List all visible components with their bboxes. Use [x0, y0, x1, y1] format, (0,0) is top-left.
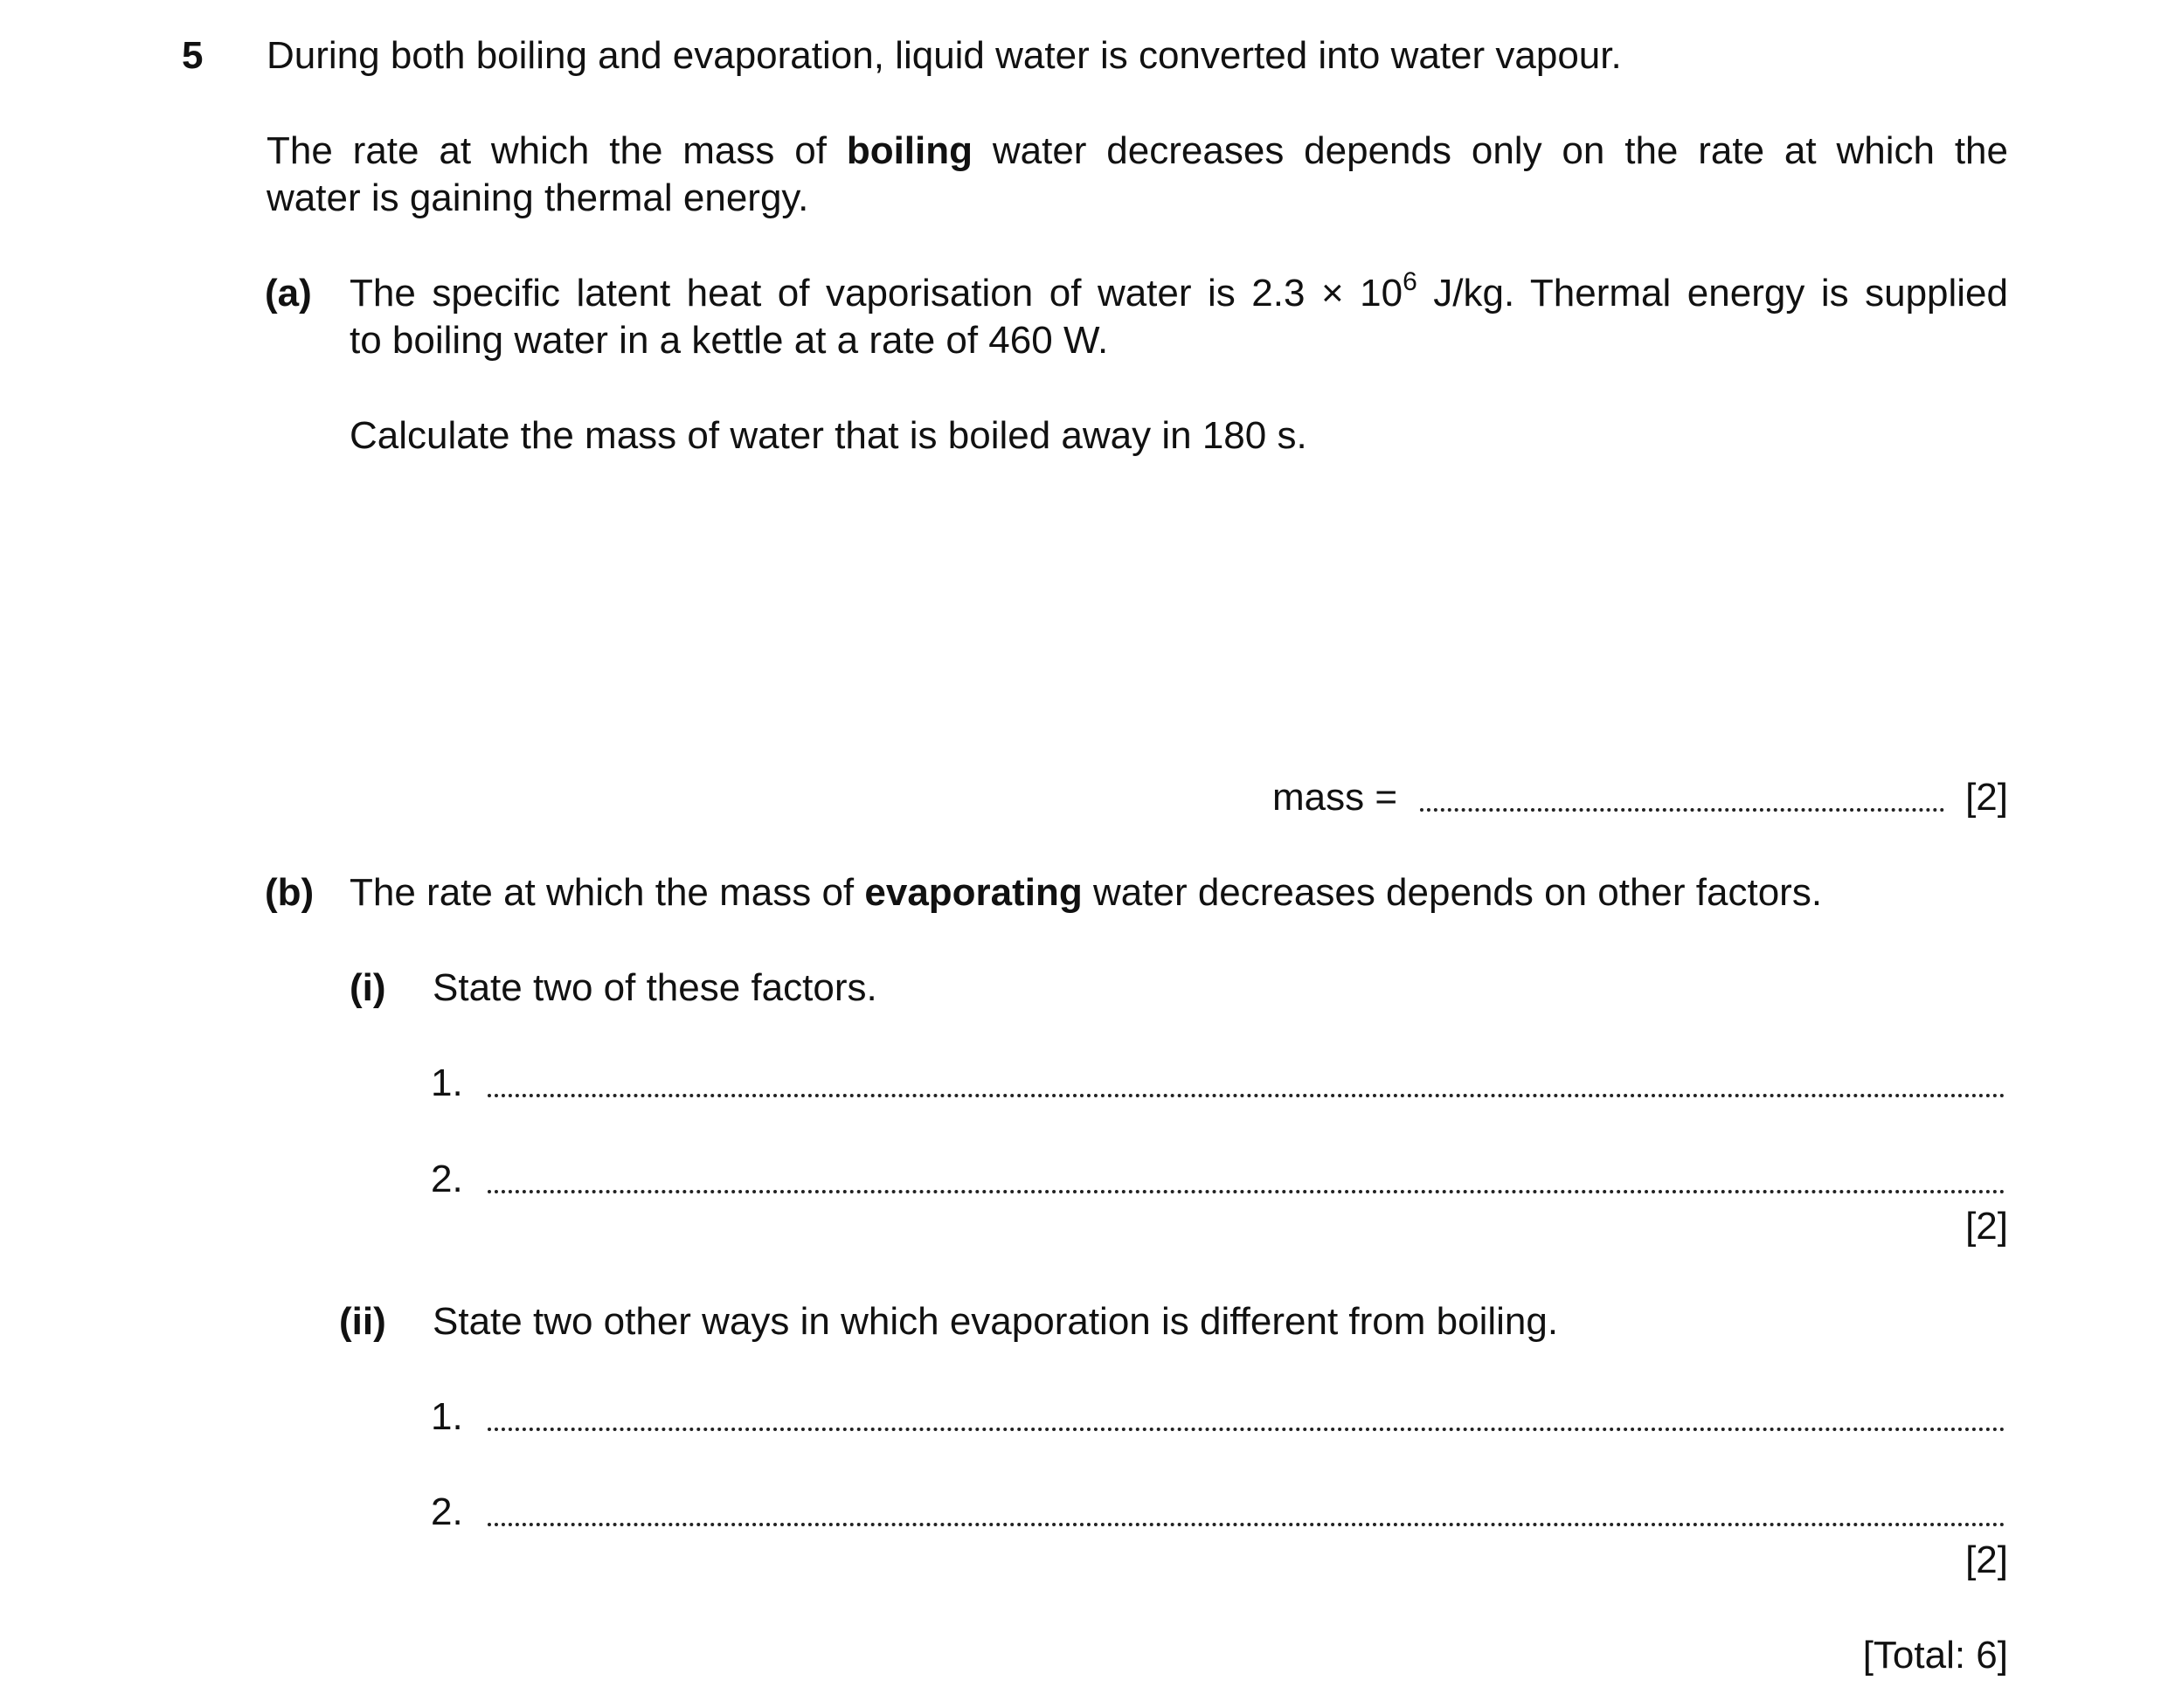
part-b-i-label: (i) — [350, 966, 386, 1009]
bold-word-evaporating: evaporating — [864, 871, 1083, 914]
answer-number-2: 2. — [431, 1158, 463, 1200]
answer-number-1: 1. — [431, 1061, 463, 1104]
exponent: 6 — [1403, 267, 1417, 297]
part-b-ii-label: (ii) — [339, 1300, 386, 1343]
part-b-stem — [350, 869, 1822, 916]
text-segment: The rate at which the mass of — [350, 871, 865, 914]
bold-word-boiling: boiling — [846, 129, 973, 172]
answer-line[interactable] — [488, 1094, 2005, 1097]
answer-line[interactable] — [488, 1190, 2005, 1193]
question-number: 5 — [182, 34, 204, 77]
question-intro: During both boiling and evaporation, liquid water is converted into water vapour. — [267, 34, 1622, 77]
part-a-marks: [2] — [1965, 776, 2008, 819]
part-b-label: (b) — [265, 871, 315, 914]
question-paragraph-line2: water is gaining thermal energy. — [267, 176, 809, 219]
text-segment: The specific latent heat of vaporisation of water is 2.3 × 10 — [350, 272, 1403, 315]
mass-answer-label: mass = — [1272, 776, 1398, 819]
part-a-line2: to boiling water in a kettle at a rate of 460 W. — [350, 319, 1109, 362]
answer-number-1: 1. — [431, 1395, 463, 1438]
answer-number-2: 2. — [431, 1490, 463, 1533]
text-segment: J/kg. Thermal energy is supplied — [1416, 272, 2008, 315]
answer-line[interactable] — [488, 1523, 2005, 1526]
part-a-instruction: Calculate the mass of water that is boiled away in 180 s. — [350, 414, 1307, 457]
part-b-ii-marks: [2] — [1965, 1539, 2008, 1581]
part-b-i-text: State two of these factors. — [433, 966, 877, 1009]
mass-answer-line[interactable] — [1420, 808, 1944, 812]
part-a-label: (a) — [265, 272, 312, 315]
text-segment: water decreases depends only on the rate at which the — [973, 129, 2008, 172]
text-segment: The rate at which the mass of — [267, 129, 847, 172]
question-paragraph-line1 — [267, 128, 2008, 175]
part-b-ii-text: State two other ways in which evaporation is different from boiling. — [433, 1300, 1559, 1343]
text-segment: water decreases depends on other factors. — [1082, 871, 1823, 914]
part-b-i-marks: [2] — [1965, 1205, 2008, 1248]
total-marks: [Total: 6] — [1862, 1634, 2008, 1677]
part-a-line1 — [350, 267, 2008, 317]
answer-line[interactable] — [488, 1428, 2005, 1431]
